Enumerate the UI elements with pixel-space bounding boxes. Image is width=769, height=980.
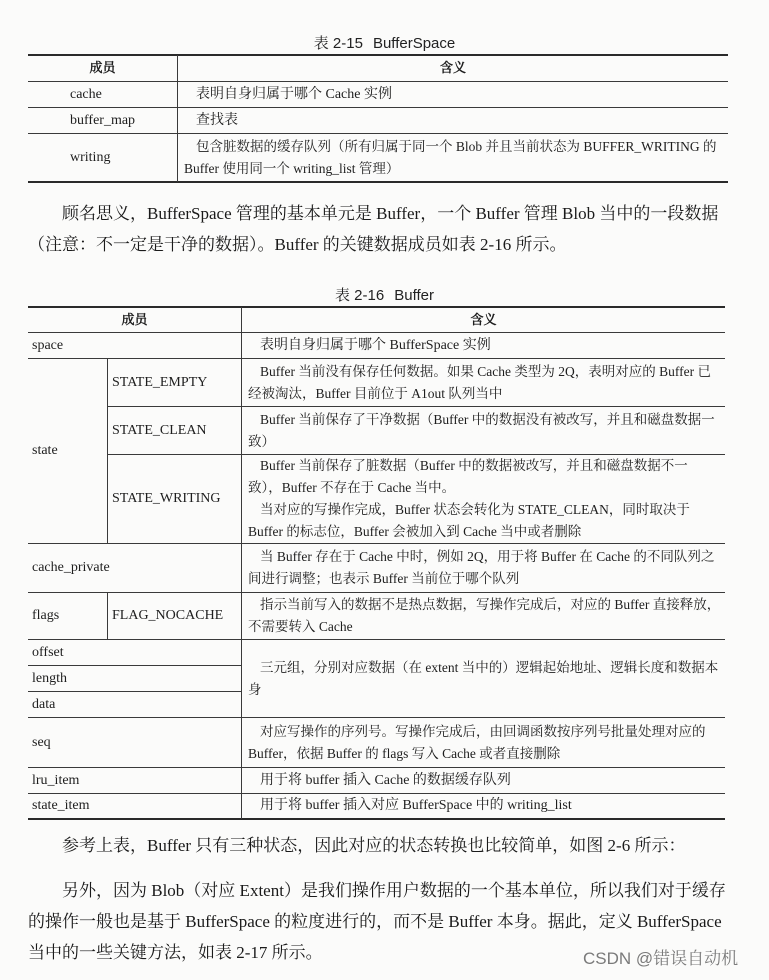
sub-column-divider (107, 593, 108, 639)
member-offset: offset (32, 644, 64, 660)
member-state: state (32, 443, 58, 458)
caption-number: 表 2-15 (313, 35, 363, 52)
meaning-state-empty: Buffer 当前没有保存任何数据。如果 Cache 类型为 2Q，表明对应的 Buffer 已经被淘汰，Buffer 目前位于 A1out 队列当中 (248, 363, 711, 401)
member-space: space (32, 337, 64, 353)
meaning-buffer-map: 查找表 (196, 112, 238, 128)
meaning-flags: 指示当前写入的数据不是热点数据，写操作完成后，对应的 Buffer 直接释放，不需要转入 Cache (248, 597, 721, 634)
header-member: 成员 (121, 311, 148, 327)
meaning-state-item: 用于将 buffer 插入对应 BufferSpace 中的 writing_list (260, 798, 572, 813)
member-cache: cache (70, 86, 102, 102)
member-buffer-map: buffer_map (70, 112, 136, 128)
header-meaning: 含义 (439, 60, 466, 75)
sub-state-empty: STATE_EMPTY (112, 374, 208, 390)
table-rule (28, 818, 725, 820)
member-seq: seq (32, 734, 51, 750)
meaning-lru-item: 用于将 buffer 插入 Cache 的数据缓存队列 (260, 772, 511, 788)
member-writing: writing (70, 149, 111, 165)
meaning-state-writing-line1: Buffer 当前保存了脏数据（Buffer 中的数据被改写，并且和磁盘数据不一致），Buffer 不存在于 Cache 当中。 (248, 458, 688, 495)
table-rule (28, 181, 728, 183)
member-lru-item: lru_item (32, 772, 80, 788)
csdn-watermark: CSDN @错误自动机 (583, 949, 739, 968)
header-member: 成员 (89, 60, 116, 75)
member-state-item: state_item (32, 798, 90, 813)
member-cache-private: cache_private (32, 560, 110, 575)
meaning-space: 表明自身归属于哪个 BufferSpace 实例 (260, 337, 491, 353)
meaning-state-writing (242, 455, 725, 543)
sub-column-divider (107, 359, 108, 543)
meaning-cache-private: 当 Buffer 存在于 Cache 中时，例如 2Q，用于将 Buffer 在 Cache 的不同队列之间进行调整；也表示 Buffer 当前位于哪个队列 (248, 549, 715, 586)
paragraph-state-transition: 参考上表，Buffer 只有三种状态，因此对应的状态转换也比较简单，如图 2-6 所示： (62, 836, 686, 855)
member-flags: flags (32, 608, 60, 623)
sub-flag-nocache: FLAG_NOCACHE (112, 608, 224, 623)
meaning-writing: 包含脏数据的缓存队列（所有归属于同一个 Blob 并且当前状态为 BUFFER_WRITING 的 Buffer 使用同一个 writing_list 管理） (184, 138, 717, 176)
meaning-seq: 对应写操作的序列号。写操作完成后，由回调函数按序列号批量处理对应的 Buffer，依据 Buffer 的 flags 写入 Cache 或者直接删除 (248, 723, 706, 761)
caption-number: 表 2-16 (335, 287, 385, 304)
paragraph-bufferspace-methods: 另外，因为 Blob（对应 Extent）是我们操作用户数据的一个基本单位，所以我们对于缓存的操作一般也是基于 BufferSpace 的粒度进行的，而不是 Buffer 本身。据此，定义 BufferSpace 当中的一些关键方法，如表 2-17 所示。 (28, 881, 726, 962)
member-length: length (32, 670, 67, 686)
paragraph-intro-buffer: 顾名思义，BufferSpace 管理的基本单元是 Buffer，一个 Buffer 管理 Blob 当中的一段数据（注意：不一定是干净的数据）。Buffer 的关键数据成员如表 2-16 所示。 (28, 204, 719, 254)
meaning-state-writing-line2: 当对应的写操作完成，Buffer 状态会转化为 STATE_CLEAN，同时取决于 Buffer 的标志位，Buffer 会被加入到 Cache 当中或者删除 (248, 502, 690, 539)
meaning-state-clean: Buffer 当前保存了干净数据（Buffer 中的数据没有被改写，并且和磁盘数据一致） (248, 411, 715, 449)
header-meaning: 含义 (470, 311, 497, 327)
table-2-15-caption (0, 32, 769, 53)
meaning-cache: 表明自身归属于哪个 Cache 实例 (196, 86, 392, 102)
sub-state-clean: STATE_CLEAN (112, 422, 207, 438)
member-data: data (32, 696, 56, 712)
meaning-offset-length-data: 三元组，分别对应数据（在 extent 当中的）逻辑起始地址、逻辑长度和数据本身 (248, 659, 719, 697)
sub-state-writing: STATE_WRITING (112, 491, 221, 506)
table-2-16-caption (0, 284, 769, 305)
caption-title: BufferSpace (372, 35, 456, 52)
caption-title: Buffer (394, 287, 434, 304)
